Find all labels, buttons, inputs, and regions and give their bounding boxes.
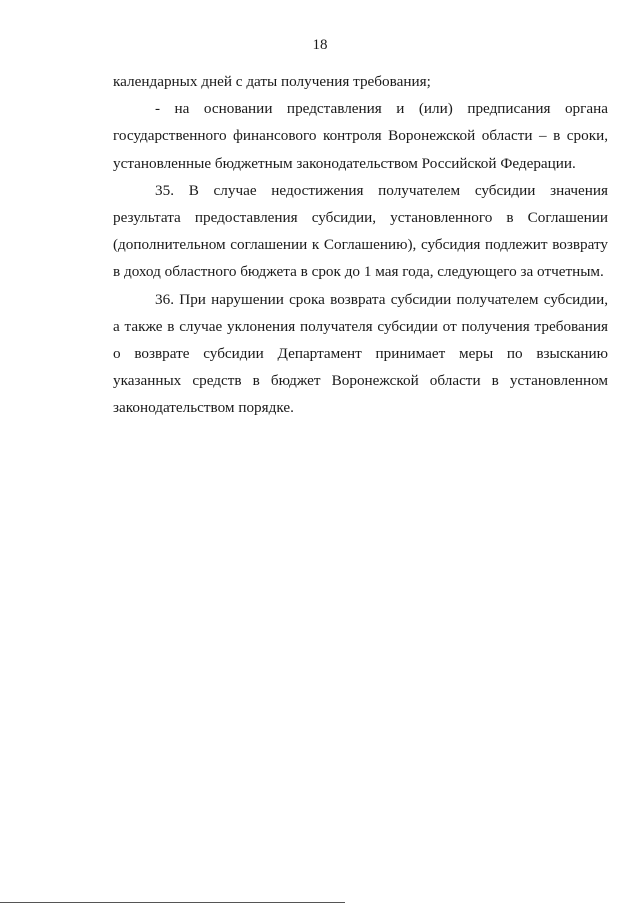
page-number: 18 [312,37,328,53]
paragraph-35: 35. В случае недостижения получателем субсидии значения результата предоставления субсидии, установленного в Соглашении (дополнительном соглашении к Соглашению), субсидия подлежит возврату в доход областного бюджета в срок до 1 мая года, следующего за отчетным. [113,181,608,281]
paragraph-continuation: календарных дней с даты получения требования; [113,73,431,90]
paragraph-36: 36. При нарушении срока возврата субсидии получателем субсидии, а также в случае уклонения получателя субсидии от получения требования о возврате субсидии Департамент принимает меры по взысканию указанных средств в бюджет Воронежской области в установленном законодательством порядке. [113,290,608,417]
paragraph-list-item: - на основании представления и (или) предписания органа государственного финансового контроля Воронежской области – в сроки, установленные бюджетным законодательством Российской Федерации. [113,100,608,172]
scan-edge-line [0,902,345,903]
document-body [113,68,608,422]
